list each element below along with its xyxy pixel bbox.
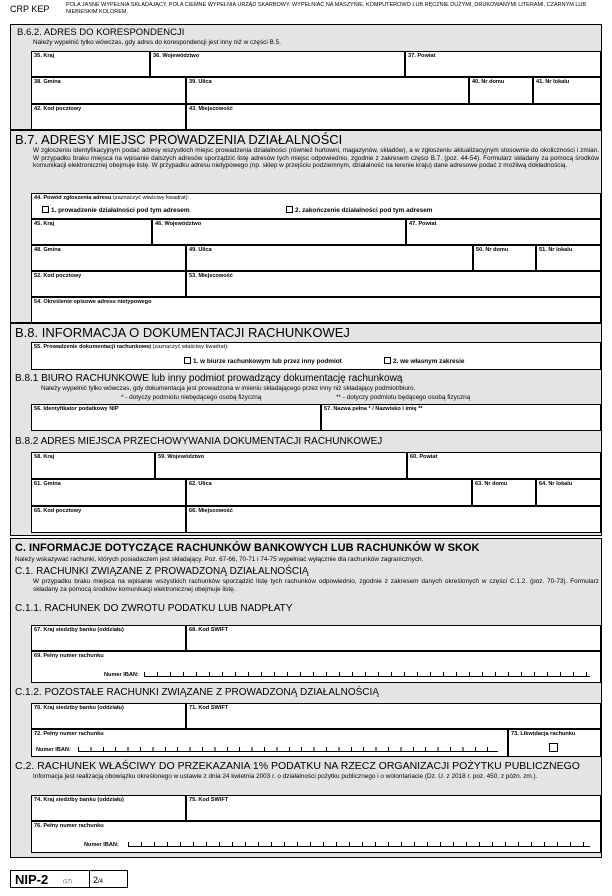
form-version: (17) xyxy=(63,879,72,885)
subsection-c2-note: Informacja jest realizacją obowiązku określonego w ustawie z dnia 24 kwietnia 2003 r. o działalności pożytku publicznego i o wolontariacie (Dz. U. z 2018 r. poz. 450, z późn. zm.). xyxy=(33,773,538,780)
form-code: CRP KEP xyxy=(10,4,50,14)
field-59-voivodeship[interactable]: 59. Województwo xyxy=(155,452,407,479)
closure-checkbox[interactable] xyxy=(549,743,558,752)
subsection-c2-title: C.2. RACHUNEK WŁAŚCIWY DO PRZEKAZANIA 1% PODATKU NA RZECZ ORGANIZACJI POŻYTKU PUBLICZNEGO xyxy=(15,760,580,772)
section-b8 xyxy=(10,323,602,536)
section-title: B.8. INFORMACJA O DOKUMENTACJI RACHUNKOWEJ xyxy=(15,325,350,340)
field-66-city[interactable]: 66. Miejscowość xyxy=(186,506,601,533)
section-note: Należy wskazywać rachunki, których posiadaczem jest składający. Poz. 67-66, 70-71 i 74-75 wypełniać wyłącznie dla rachunków zagranicznych. xyxy=(15,556,424,563)
section-title: B.7. ADRESY MIEJSC PROWADZENIA DZIAŁALNOŚCI xyxy=(15,132,343,147)
subsection-c11-title: C.1.1. RACHUNEK DO ZWROTU PODATKU LUB NADPŁATY xyxy=(15,603,293,614)
form-name: NIP-2 xyxy=(15,872,49,887)
field-36-voivodeship[interactable]: 36. Województwo xyxy=(150,51,405,77)
field-70-bank-country[interactable]: 70. Kraj siedziby banku (oddziału) xyxy=(31,703,186,729)
iban-label: Numer IBAN: xyxy=(84,842,119,848)
field-41-apartment-no[interactable]: 41. Nr lokalu xyxy=(533,77,601,104)
subsection-c1-title: C.1. RACHUNKI ZWIĄZANE Z PROWADZONĄ DZIAŁALNOŚCIĄ xyxy=(15,566,309,577)
field-38-commune[interactable]: 38. Gmina xyxy=(31,77,186,104)
subsection-c12-title: C.1.2. POZOSTAŁE RACHUNKI ZWIĄZANE Z PROWADZONĄ DZIAŁALNOŚCIĄ xyxy=(15,687,379,698)
field-45-country[interactable]: 45. Kraj xyxy=(31,219,152,245)
form-instructions: POLA JASNE WYPEŁNIA SKŁADAJĄCY, POLA CIEMNE WYPEŁNIA URZĄD SKARBOWY. WYPEŁNIAĆ NA MASZYNIE, KOMPUTEROWO LUB RĘCZNIE DUŻYMI, DRUKOWANYMI LITERAMI, CZARNYM LUB NIEBIESKIM KOLOREM. xyxy=(66,2,587,15)
section-title: C. INFORMACJE DOTYCZĄCE RACHUNKÓW BANKOWYCH LUB RACHUNKÓW W SKOK xyxy=(15,542,480,554)
field-52-postal-code[interactable]: 52. Kod pocztowy xyxy=(31,271,186,297)
iban-label: Numer IBAN: xyxy=(104,672,139,678)
field-71-swift[interactable]: 71. Kod SWIFT xyxy=(186,703,601,729)
field-43-city[interactable]: 43. Miejscowość xyxy=(186,104,601,130)
section-b7 xyxy=(10,130,602,323)
iban-label: Numer IBAN: xyxy=(36,747,71,753)
field-76-account-number[interactable]: 76. Pełny numer rachunku Numer IBAN: xyxy=(31,821,601,853)
field-49-street[interactable]: 49. Ulica xyxy=(186,245,473,271)
subsection-b81-note: Należy wypełnić tylko wówczas, gdy dokumentacja jest prowadzona w imieniu składającego przez inny niż składający podmiot/biuro. xyxy=(41,385,416,392)
reason-option-2[interactable]: 2. zakończenie działalności pod tym adresem xyxy=(286,206,432,214)
section-title: B.6.2. ADRES DO KORESPONDENCJI xyxy=(17,27,185,38)
field-37-county[interactable]: 37. Powiat xyxy=(405,51,601,77)
field-47-county[interactable]: 47. Powiat xyxy=(406,219,601,245)
subsection-b82-title: B.8.2 ADRES MIEJSCA PRZECHOWYWANIA DOKUMENTACJI RACHUNKOWEJ xyxy=(15,436,383,447)
field-65-postal-code[interactable]: 65. Kod pocztowy xyxy=(31,506,186,533)
subsection-b81-title: B.8.1 BIURO RACHUNKOWE lub inny podmiot prowadzący dokumentację rachunkową xyxy=(15,373,403,384)
field-68-swift[interactable]: 68. Kod SWIFT xyxy=(186,625,601,651)
field-46-voivodeship[interactable]: 46. Województwo xyxy=(152,219,406,245)
field-48-commune[interactable]: 48. Gmina xyxy=(31,245,186,271)
iban-tick-guides xyxy=(128,842,590,847)
section-b62 xyxy=(10,24,602,130)
checkbox-icon[interactable] xyxy=(286,206,293,213)
field-35-country[interactable]: 35. Kraj xyxy=(31,51,150,77)
field-60-county[interactable]: 60. Powiat xyxy=(407,452,601,479)
field-53-city[interactable]: 53. Miejscowość xyxy=(186,271,601,297)
field-61-commune[interactable]: 61. Gmina xyxy=(31,479,186,506)
field-64-apartment-no[interactable]: 64. Nr lokalu xyxy=(536,479,601,506)
footnote-2: ** - dotyczy podmiotu będącego osobą fizyczną xyxy=(336,394,471,401)
field-57-name[interactable]: 57. Nazwa pełna * / Nazwisko i imię ** xyxy=(321,404,601,431)
field-40-house-no[interactable]: 40. Nr domu xyxy=(469,77,533,104)
field-54-address-description[interactable]: 54. Określenie opisowe adresu nietypowego xyxy=(31,297,601,323)
field-50-house-no[interactable]: 50. Nr domu xyxy=(473,245,536,271)
checkbox-icon[interactable] xyxy=(42,206,49,213)
page-number: 2/4 xyxy=(93,875,104,885)
field-63-house-no[interactable]: 63. Nr domu xyxy=(472,479,536,506)
field-69-account-number[interactable]: 69. Pełny numer rachunku Numer IBAN: xyxy=(31,651,601,683)
field-73-account-closure: 73. Likwidacja rachunku xyxy=(508,729,601,757)
field-58-country[interactable]: 58. Kraj xyxy=(31,452,155,479)
subsection-c1-note: W przypadku braku miejsca na wpisanie wszystkich rachunków sporządzić listę tych rachunków odpowiednio, zgodnie z zakresem danych określonych w części C.1.2. (poz. 70-73). Formularz składany za pomocą środków komunikacji elektronicznej obejmuje listę. xyxy=(33,578,599,593)
field-67-bank-country[interactable]: 67. Kraj siedziby banku (oddziału) xyxy=(31,625,186,651)
reason-option-1[interactable]: 1. prowadzenie działalności pod tym adresem xyxy=(42,206,190,214)
field-55-bookkeeping: 55. Prowadzenie dokumentacji rachunkowej (zaznaczyć właściwy kwadrat): 1. w biurze rachunkowym lub przez inny podmiot 2. we własnym zakresie xyxy=(31,342,601,370)
field-39-street[interactable]: 39. Ulica xyxy=(186,77,469,104)
field-56-nip[interactable]: 56. Identyfikator podatkowy NIP xyxy=(31,404,321,431)
footnote-1: * - dotyczy podmiotu niebędącego osobą fizyczną xyxy=(121,394,262,401)
field-72-account-number[interactable]: 72. Pełny numer rachunku Numer IBAN: xyxy=(31,729,508,757)
form-footer xyxy=(10,870,128,888)
checkbox-icon[interactable] xyxy=(184,357,191,364)
field-62-street[interactable]: 62. Ulica xyxy=(186,479,472,506)
iban-tick-guides xyxy=(78,747,498,752)
bookkeeping-option-1[interactable]: 1. w biurze rachunkowym lub przez inny podmiot xyxy=(184,357,342,365)
field-75-swift[interactable]: 75. Kod SWIFT xyxy=(186,795,601,821)
field-42-postal-code[interactable]: 42. Kod pocztowy xyxy=(31,104,186,130)
section-note: Należy wypełnić tylko wówczas, gdy adres do korespondencji jest inny niż w części B.5. xyxy=(33,39,281,46)
bookkeeping-option-2[interactable]: 2. we własnym zakresie xyxy=(384,357,464,365)
section-note: W zgłoszeniu identyfikacyjnym podać adresy wszystkich miejsc prowadzenia działalności (również hurtowni, magazynów, składów), a w zgłoszeniu aktualizacyjnym stosownie do okoliczności i zmian. W przypadku braku miejsca na wpisanie dalszych adresów sporządzić listę adresów tych miejsc odpowiednio, zgodnie z zakresem części B.7. (poz. 44-54). Formularz składany za pomocą środków komunikacji elektronicznej obejmuje listę. W przypadku adresu nietypowego (np. sklep w przejściu podziemnym, działalność na terenie kraju) dane adresowe podać z możliwą dokładnością. xyxy=(33,147,599,170)
field-51-apartment-no[interactable]: 51. Nr lokalu xyxy=(536,245,601,271)
section-c xyxy=(10,538,602,858)
iban-tick-guides xyxy=(144,672,590,677)
field-74-bank-country[interactable]: 74. Kraj siedziby banku (oddziału) xyxy=(31,795,186,821)
field-44-reason: 44. Powód zgłoszenia adresu (zaznaczyć właściwy kwadrat): 1. prowadzenie działalności pod tym adresem 2. zakończenie działalności pod tym adresem xyxy=(31,193,601,219)
checkbox-icon[interactable] xyxy=(384,357,391,364)
